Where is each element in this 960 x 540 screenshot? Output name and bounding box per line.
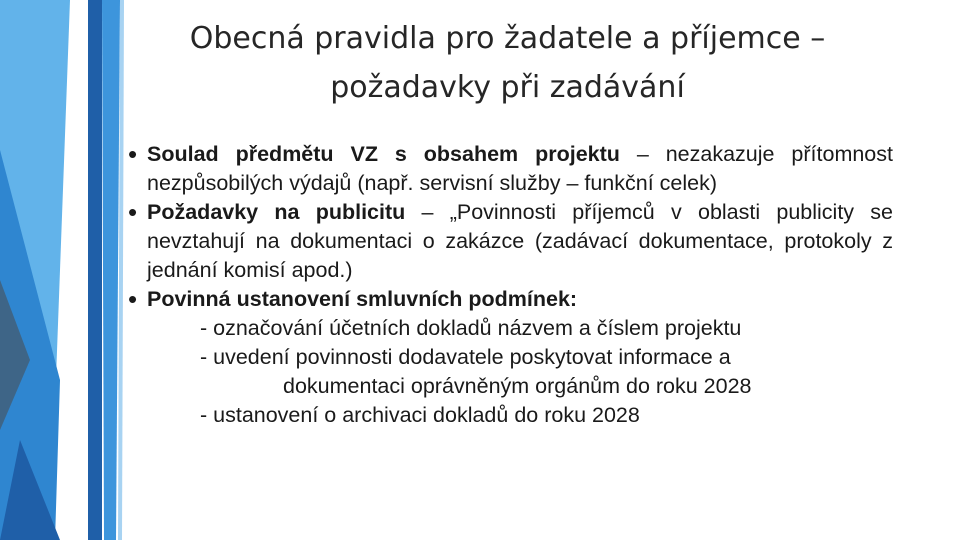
sub-item-uvedeni-cont: dokumentaci oprávněným orgánům do roku 2028 [283,374,752,398]
sub-item-oznacovani: - označování účetních dokladů názvem a číslem projektu [200,316,742,340]
sub-item-archivace: - ustanovení o archivaci dokladů do roku 2028 [200,403,640,427]
title-line-1: Obecná pravidla pro žadatele a příjemce – [189,21,826,56]
bullet-dot-icon: • [128,197,138,227]
deco-blue-bar [102,0,120,540]
blue-geometric-decoration [0,0,140,540]
bullet-text: – „Povinnosti příjemců v oblasti publicity se nevztahují na dokumentaci o zakázce (zadávací dokumentace, protokoly z jednání komisí apod.) [147,200,893,282]
bullet-bold: Soulad předmětu VZ s obsahem projektu [147,142,620,166]
deco-dark-bar [88,0,102,540]
bullet-dot-icon: • [128,284,138,314]
slide-content [128,140,893,430]
slide-title [135,14,880,112]
bullet-text: – nezakazuje přítomnost nezpůsobilých výdajů (např. servisní služby – funkční celek) [147,142,893,195]
sub-item-uvedeni: - uvedení povinnosti dodavatele poskytovat informace a [200,345,731,369]
bullet-bold: Povinná ustanovení smluvních podmínek: [147,287,578,311]
bullet-publicita [128,198,893,285]
bullet-soulad [128,140,893,198]
bullet-ustanoveni [128,285,893,314]
title-line-2: požadavky při zadávání [330,70,685,105]
bullet-bold: Požadavky na publicitu [147,200,406,224]
bullet-dot-icon: • [128,139,138,169]
